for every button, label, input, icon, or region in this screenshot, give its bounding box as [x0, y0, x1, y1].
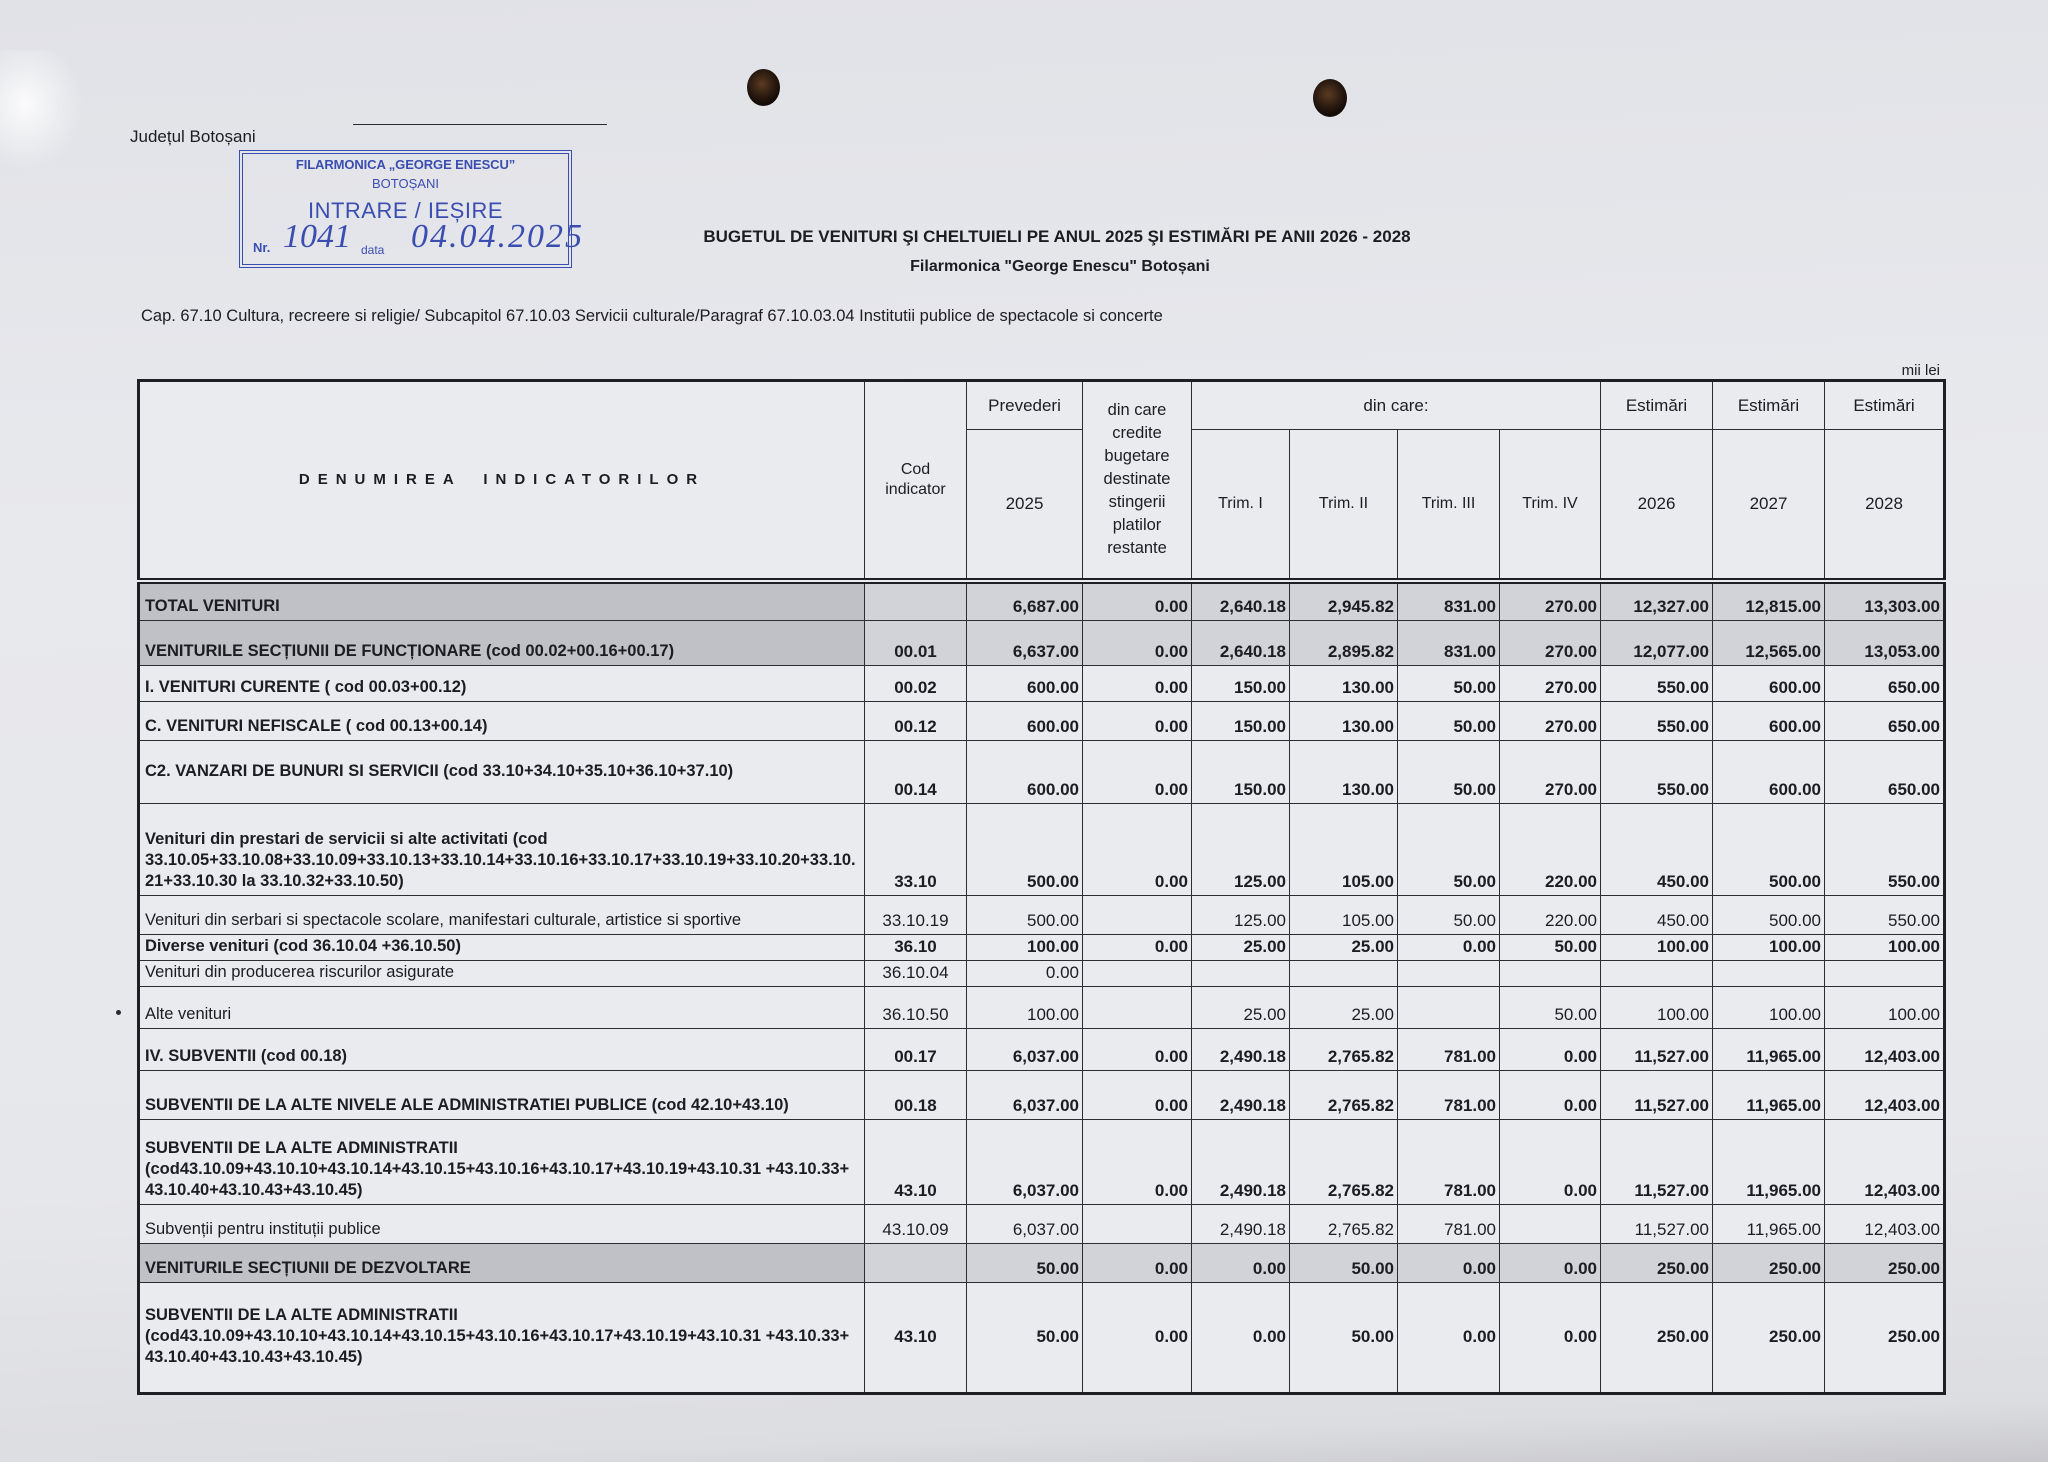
q3-value: 831.00	[1398, 581, 1500, 621]
indicator-name: Diverse venituri (cod 36.10.04 +36.10.50)	[139, 935, 865, 961]
table-body	[139, 581, 1945, 1394]
table-row	[139, 702, 1945, 741]
estimate-2028: 13,303.00	[1825, 581, 1945, 621]
indicator-name: SUBVENTII DE LA ALTE ADMINISTRATII (cod43.10.09+43.10.10+43.10.14+43.10.15+43.10.16+43.10.17+43.10.19+43.10.31 +43.10.33+ 43.10.40+43.10.43+43.10.45)	[139, 1120, 865, 1205]
q2-value: 2,945.82	[1290, 581, 1398, 621]
estimate-2027: 600.00	[1713, 702, 1825, 741]
budget-chapter-line: Cap. 67.10 Cultura, recreere si religie/ Subcapitol 67.10.03 Servicii culturale/Paragraf 67.10.03.04 Institutii publice de spectacole si concerte	[141, 307, 1163, 325]
estimate-2026: 250.00	[1601, 1283, 1713, 1394]
forecast-2025: 6,687.00	[967, 581, 1083, 621]
arrears-credits: 0.00	[1083, 702, 1192, 741]
arrears-credits: 0.00	[1083, 1120, 1192, 1205]
q2-value: 50.00	[1290, 1244, 1398, 1283]
estimate-2026: 550.00	[1601, 702, 1713, 741]
table-header	[139, 381, 1945, 581]
q1-value: 125.00	[1192, 804, 1290, 896]
estimate-2028: 12,403.00	[1825, 1071, 1945, 1120]
indicator-name: C2. VANZARI DE BUNURI SI SERVICII (cod 33.10+34.10+35.10+36.10+37.10)	[139, 741, 865, 804]
q1-value: 150.00	[1192, 702, 1290, 741]
q2-value: 130.00	[1290, 741, 1398, 804]
indicator-name: Venituri din serbari si spectacole scolare, manifestari culturale, artistice si sportive	[139, 896, 865, 935]
indicator-code	[865, 581, 967, 621]
q3-value: 0.00	[1398, 1244, 1500, 1283]
indicator-name: I. VENITURI CURENTE ( cod 00.03+00.12)	[139, 666, 865, 702]
column-header-year-2028: 2028	[1825, 430, 1945, 581]
indicator-name: Venituri din producerea riscurilor asigurate	[139, 961, 865, 987]
column-header-q3: Trim. III	[1398, 430, 1500, 581]
forecast-2025: 100.00	[967, 935, 1083, 961]
punch-hole-right	[1313, 79, 1347, 117]
q2-value: 2,765.82	[1290, 1029, 1398, 1071]
arrears-credits: 0.00	[1083, 741, 1192, 804]
estimate-2028: 650.00	[1825, 741, 1945, 804]
table-row	[139, 1029, 1945, 1071]
table-row	[139, 804, 1945, 896]
stamp-type: INTRARE / IEȘIRE	[307, 198, 504, 223]
column-header-name: DENUMIREA INDICATORILOR	[139, 381, 865, 581]
indicator-code: 00.02	[865, 666, 967, 702]
estimate-2028: 550.00	[1825, 896, 1945, 935]
q2-value	[1290, 961, 1398, 987]
indicator-name: VENITURILE SECȚIUNII DE DEZVOLTARE	[139, 1244, 865, 1283]
forecast-2025: 50.00	[967, 1244, 1083, 1283]
budget-table	[137, 379, 1946, 1395]
q1-value: 25.00	[1192, 935, 1290, 961]
column-header-forecast: Prevederi	[967, 381, 1083, 430]
arrears-credits	[1083, 987, 1192, 1029]
q2-value: 2,765.82	[1290, 1205, 1398, 1244]
indicator-code: 33.10	[865, 804, 967, 896]
arrears-credits: 0.00	[1083, 935, 1192, 961]
estimate-2028: 12,403.00	[1825, 1120, 1945, 1205]
estimate-2028: 12,403.00	[1825, 1205, 1945, 1244]
estimate-2028: 650.00	[1825, 666, 1945, 702]
indicator-code: 43.10	[865, 1283, 967, 1394]
q4-value: 0.00	[1500, 1071, 1601, 1120]
table-row	[139, 1071, 1945, 1120]
estimate-2028: 650.00	[1825, 702, 1945, 741]
q1-value: 2,490.18	[1192, 1029, 1290, 1071]
column-header-year-2027: 2027	[1713, 430, 1825, 581]
forecast-2025: 0.00	[967, 961, 1083, 987]
document-title: BUGETUL DE VENITURI ŞI CHELTUIELI PE ANUL 2025 ŞI ESTIMĂRI PE ANII 2026 - 2028	[703, 227, 1411, 246]
q1-value: 150.00	[1192, 666, 1290, 702]
table-row	[139, 741, 1945, 804]
estimate-2026: 100.00	[1601, 935, 1713, 961]
q3-value: 50.00	[1398, 896, 1500, 935]
q2-value: 25.00	[1290, 987, 1398, 1029]
signature-line	[353, 124, 607, 125]
column-header-q1: Trim. I	[1192, 430, 1290, 581]
estimate-2028: 12,403.00	[1825, 1029, 1945, 1071]
q3-value: 781.00	[1398, 1205, 1500, 1244]
estimate-2028: 250.00	[1825, 1283, 1945, 1394]
column-header-q4: Trim. IV	[1500, 430, 1601, 581]
q2-value: 130.00	[1290, 702, 1398, 741]
paper-tear-mark	[0, 50, 84, 170]
estimate-2027: 500.00	[1713, 804, 1825, 896]
forecast-2025: 600.00	[967, 666, 1083, 702]
q3-value: 781.00	[1398, 1120, 1500, 1205]
arrears-credits	[1083, 961, 1192, 987]
estimate-2026: 11,527.00	[1601, 1071, 1713, 1120]
table-row	[139, 935, 1945, 961]
table-row	[139, 1244, 1945, 1283]
q1-value: 2,490.18	[1192, 1120, 1290, 1205]
estimate-2026: 11,527.00	[1601, 1120, 1713, 1205]
forecast-2025: 6,037.00	[967, 1071, 1083, 1120]
indicator-code: 00.01	[865, 621, 967, 666]
arrears-credits	[1083, 1205, 1192, 1244]
q4-value: 270.00	[1500, 581, 1601, 621]
q4-value: 0.00	[1500, 1283, 1601, 1394]
indicator-name: C. VENITURI NEFISCALE ( cod 00.13+00.14)	[139, 702, 865, 741]
arrears-credits	[1083, 896, 1192, 935]
column-header-year-2025: 2025	[967, 430, 1083, 581]
q4-value	[1500, 1205, 1601, 1244]
q2-value: 50.00	[1290, 1283, 1398, 1394]
indicator-name: IV. SUBVENTII (cod 00.18)	[139, 1029, 865, 1071]
registry-stamp	[239, 150, 584, 268]
q1-value: 2,490.18	[1192, 1205, 1290, 1244]
q3-value	[1398, 987, 1500, 1029]
estimate-2028	[1825, 961, 1945, 987]
q3-value: 0.00	[1398, 1283, 1500, 1394]
q2-value: 105.00	[1290, 804, 1398, 896]
estimate-2027: 500.00	[1713, 896, 1825, 935]
estimate-2027: 12,565.00	[1713, 621, 1825, 666]
estimate-2027: 250.00	[1713, 1283, 1825, 1394]
forecast-2025: 6,037.00	[967, 1120, 1083, 1205]
q2-value: 130.00	[1290, 666, 1398, 702]
indicator-code: 36.10	[865, 935, 967, 961]
q3-value: 781.00	[1398, 1071, 1500, 1120]
estimate-2026: 12,077.00	[1601, 621, 1713, 666]
estimate-2026: 450.00	[1601, 896, 1713, 935]
q3-value: 781.00	[1398, 1029, 1500, 1071]
estimate-2027: 11,965.00	[1713, 1071, 1825, 1120]
indicator-code: 36.10.50	[865, 987, 967, 1029]
indicator-code: 00.14	[865, 741, 967, 804]
q3-value	[1398, 961, 1500, 987]
arrears-credits: 0.00	[1083, 666, 1192, 702]
q3-value: 50.00	[1398, 666, 1500, 702]
indicator-code: 36.10.04	[865, 961, 967, 987]
q4-value: 270.00	[1500, 702, 1601, 741]
county-label: Județul Botoșani	[130, 127, 256, 146]
estimate-2027: 100.00	[1713, 935, 1825, 961]
column-header-year-2026: 2026	[1601, 430, 1713, 581]
column-header-q2: Trim. II	[1290, 430, 1398, 581]
estimate-2027: 600.00	[1713, 666, 1825, 702]
q4-value: 50.00	[1500, 987, 1601, 1029]
q4-value: 220.00	[1500, 896, 1601, 935]
column-header-arrears-credits: din care credite bugetare destinate stingerii platilor restante	[1083, 381, 1192, 581]
indicator-code: 43.10	[865, 1120, 967, 1205]
estimate-2026: 550.00	[1601, 666, 1713, 702]
indicator-name: Alte venituri	[139, 987, 865, 1029]
q4-value: 0.00	[1500, 1120, 1601, 1205]
q1-value: 2,640.18	[1192, 621, 1290, 666]
indicator-name: VENITURILE SECȚIUNII DE FUNCȚIONARE (cod 00.02+00.16+00.17)	[139, 621, 865, 666]
forecast-2025: 600.00	[967, 702, 1083, 741]
indicator-code: 00.18	[865, 1071, 967, 1120]
column-header-estimate-2026: Estimări	[1601, 381, 1713, 430]
indicator-name: Subvenții pentru instituții publice	[139, 1205, 865, 1244]
q1-value: 2,490.18	[1192, 1071, 1290, 1120]
estimate-2027: 11,965.00	[1713, 1205, 1825, 1244]
table-row	[139, 987, 1945, 1029]
stamp-date-label: data	[361, 243, 385, 257]
estimate-2027: 12,815.00	[1713, 581, 1825, 621]
q4-value: 0.00	[1500, 1029, 1601, 1071]
forecast-2025: 6,037.00	[967, 1205, 1083, 1244]
estimate-2027: 600.00	[1713, 741, 1825, 804]
estimate-2028: 250.00	[1825, 1244, 1945, 1283]
margin-dot	[116, 1010, 121, 1015]
q1-value	[1192, 961, 1290, 987]
stamp-date-handwritten: 04.04.2025	[411, 218, 584, 255]
q4-value: 270.00	[1500, 621, 1601, 666]
q3-value: 831.00	[1398, 621, 1500, 666]
estimate-2027: 250.00	[1713, 1244, 1825, 1283]
q1-value: 0.00	[1192, 1283, 1290, 1394]
arrears-credits: 0.00	[1083, 1283, 1192, 1394]
forecast-2025: 6,637.00	[967, 621, 1083, 666]
indicator-name: TOTAL VENITURI	[139, 581, 865, 621]
column-header-estimate-2027: Estimări	[1713, 381, 1825, 430]
indicator-code	[865, 1244, 967, 1283]
q4-value: 0.00	[1500, 1244, 1601, 1283]
estimate-2026: 100.00	[1601, 987, 1713, 1029]
q1-value: 150.00	[1192, 741, 1290, 804]
forecast-2025: 50.00	[967, 1283, 1083, 1394]
q3-value: 50.00	[1398, 741, 1500, 804]
estimate-2027: 11,965.00	[1713, 1029, 1825, 1071]
header-row-top	[139, 381, 1945, 430]
indicator-name: Venituri din prestari de servicii si alte activitati (cod 33.10.05+33.10.08+33.10.09+33.10.13+33.10.14+33.10.16+33.10.17+33.10.19+33.10.20+33.10.21+33.10.30 la 33.10.32+33.10.50)	[139, 804, 865, 896]
estimate-2026	[1601, 961, 1713, 987]
q2-value: 25.00	[1290, 935, 1398, 961]
table-row	[139, 1120, 1945, 1205]
indicator-code: 43.10.09	[865, 1205, 967, 1244]
estimate-2026: 11,527.00	[1601, 1029, 1713, 1071]
q3-value: 0.00	[1398, 935, 1500, 961]
estimate-2028: 100.00	[1825, 987, 1945, 1029]
table-row	[139, 961, 1945, 987]
q3-value: 50.00	[1398, 702, 1500, 741]
q4-value: 270.00	[1500, 666, 1601, 702]
estimate-2026: 450.00	[1601, 804, 1713, 896]
q1-value: 0.00	[1192, 1244, 1290, 1283]
indicator-name: SUBVENTII DE LA ALTE ADMINISTRATII (cod43.10.09+43.10.10+43.10.14+43.10.15+43.10.16+43.10.17+43.10.19+43.10.31 +43.10.33+ 43.10.40+43.10.43+43.10.45)	[139, 1283, 865, 1394]
arrears-credits: 0.00	[1083, 1029, 1192, 1071]
q2-value: 105.00	[1290, 896, 1398, 935]
estimate-2026: 11,527.00	[1601, 1205, 1713, 1244]
q3-value: 50.00	[1398, 804, 1500, 896]
forecast-2025: 6,037.00	[967, 1029, 1083, 1071]
table-row	[139, 581, 1945, 621]
forecast-2025: 500.00	[967, 896, 1083, 935]
indicator-name: SUBVENTII DE LA ALTE NIVELE ALE ADMINISTRATIEI PUBLICE (cod 42.10+43.10)	[139, 1071, 865, 1120]
forecast-2025: 500.00	[967, 804, 1083, 896]
indicator-code: 00.17	[865, 1029, 967, 1071]
forecast-2025: 600.00	[967, 741, 1083, 804]
estimate-2027: 11,965.00	[1713, 1120, 1825, 1205]
arrears-credits: 0.00	[1083, 581, 1192, 621]
estimate-2027: 100.00	[1713, 987, 1825, 1029]
forecast-2025: 100.00	[967, 987, 1083, 1029]
table-row	[139, 666, 1945, 702]
stamp-number-handwritten: 1041	[283, 218, 351, 255]
estimate-2028: 100.00	[1825, 935, 1945, 961]
arrears-credits: 0.00	[1083, 621, 1192, 666]
table-row	[139, 621, 1945, 666]
column-header-code: Cod indicator	[865, 381, 967, 581]
indicator-code: 00.12	[865, 702, 967, 741]
indicator-code: 33.10.19	[865, 896, 967, 935]
stamp-number-label: Nr.	[253, 240, 271, 255]
document-subtitle: Filarmonica "George Enescu" Botoșani	[910, 258, 1210, 275]
q4-value: 220.00	[1500, 804, 1601, 896]
arrears-credits: 0.00	[1083, 1244, 1192, 1283]
arrears-credits: 0.00	[1083, 1071, 1192, 1120]
q4-value: 270.00	[1500, 741, 1601, 804]
q4-value	[1500, 961, 1601, 987]
q1-value: 25.00	[1192, 987, 1290, 1029]
estimate-2026: 250.00	[1601, 1244, 1713, 1283]
stamp-organization: FILARMONICA „GEORGE ENESCU”	[295, 157, 516, 172]
table-row	[139, 1283, 1945, 1394]
q2-value: 2,765.82	[1290, 1071, 1398, 1120]
column-header-quarters: din care:	[1192, 381, 1601, 430]
estimate-2026: 550.00	[1601, 741, 1713, 804]
estimate-2027	[1713, 961, 1825, 987]
table-row	[139, 896, 1945, 935]
estimate-2028: 550.00	[1825, 804, 1945, 896]
punch-hole-left	[747, 69, 780, 106]
q2-value: 2,765.82	[1290, 1120, 1398, 1205]
stamp-city: BOTOȘANI	[372, 176, 439, 191]
column-header-estimate-2028: Estimări	[1825, 381, 1945, 430]
q4-value: 50.00	[1500, 935, 1601, 961]
q1-value: 2,640.18	[1192, 581, 1290, 621]
q1-value: 125.00	[1192, 896, 1290, 935]
estimate-2028: 13,053.00	[1825, 621, 1945, 666]
unit-label: mii lei	[1901, 362, 1940, 379]
estimate-2026: 12,327.00	[1601, 581, 1713, 621]
table-row	[139, 1205, 1945, 1244]
arrears-credits: 0.00	[1083, 804, 1192, 896]
q2-value: 2,895.82	[1290, 621, 1398, 666]
